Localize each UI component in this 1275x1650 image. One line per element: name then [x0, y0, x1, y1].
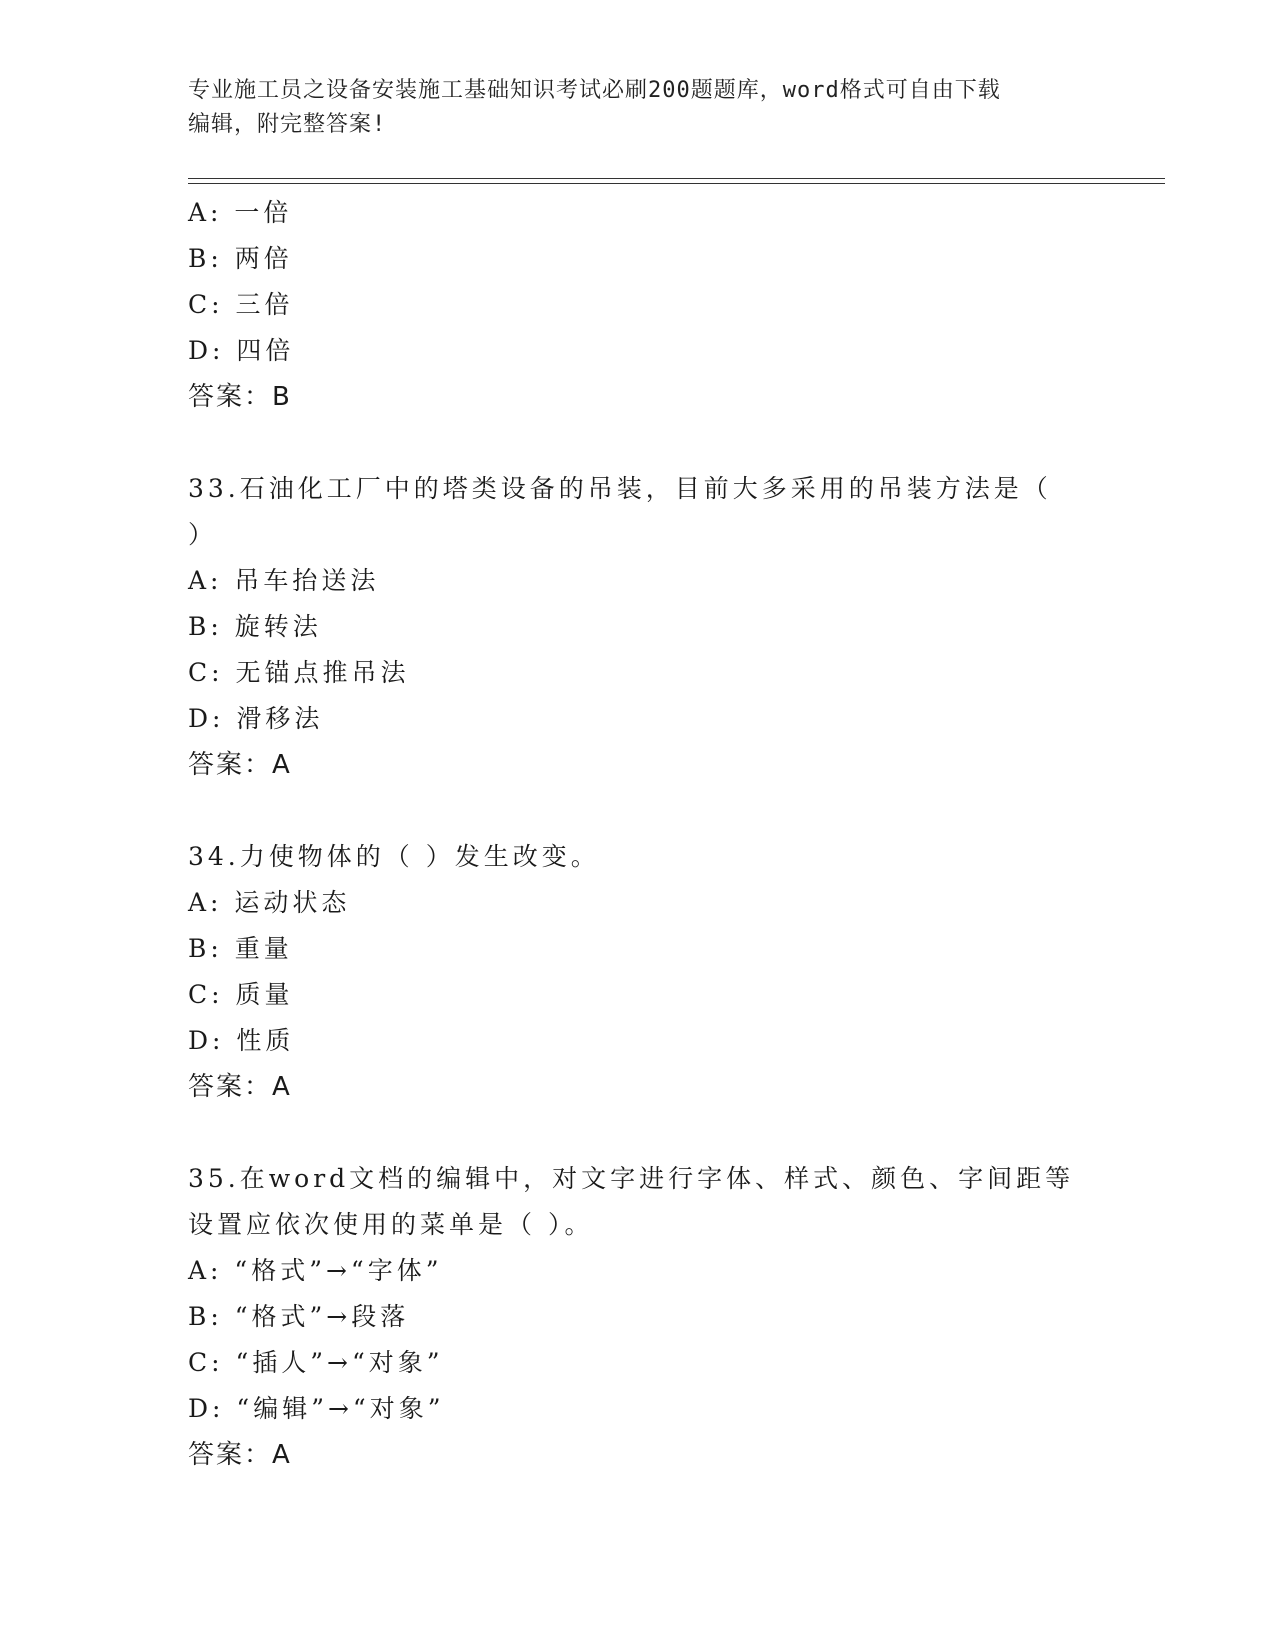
option-b: B: 两倍 [188, 244, 293, 273]
spacer [188, 1110, 1088, 1156]
question-32 [188, 190, 1088, 420]
answer-line: 答案：A [188, 1072, 292, 1102]
option-d: D: “编辑”→“对象” [188, 1394, 445, 1423]
spacer [188, 420, 1088, 466]
option-b: B: “格式”→段落 [188, 1302, 410, 1331]
header-line-2: 编辑，附完整答案! [188, 112, 387, 137]
answer-line: 答案：B [188, 382, 292, 412]
option-a: A: 吊车抬送法 [188, 566, 380, 595]
option-a: A: 运动状态 [188, 888, 351, 917]
document-header [188, 74, 1088, 142]
question-text-line-1: 33.石油化工厂中的塔类设备的吊装，目前大多采用的吊装方法是（ [188, 474, 1052, 503]
option-a: A: 一倍 [188, 198, 293, 227]
question-33 [188, 466, 1088, 788]
option-d: D: 四倍 [188, 336, 295, 365]
header-line-1: 专业施工员之设备安装施工基础知识考试必刷200题题库，word格式可自由下载 [188, 78, 1001, 103]
option-c: C: 质量 [188, 980, 294, 1009]
option-d: D: 滑移法 [188, 704, 324, 733]
spacer [188, 788, 1088, 834]
option-c: C: 无锚点推吊法 [188, 658, 410, 687]
option-d: D: 性质 [188, 1026, 295, 1055]
option-a: A: “格式”→“字体” [188, 1256, 443, 1285]
question-list [188, 190, 1088, 1478]
header-rule-bottom [188, 183, 1165, 184]
header-rule-top [188, 178, 1165, 179]
question-text-line-2: ） [188, 520, 218, 549]
option-b: B: 旋转法 [188, 612, 322, 641]
answer-line: 答案：A [188, 1440, 292, 1470]
answer-line: 答案：A [188, 750, 292, 780]
question-text-line-2: 设置应依次使用的菜单是（ ）。 [188, 1210, 594, 1239]
question-34 [188, 834, 1088, 1110]
question-text-line-1: 35.在word文档的编辑中，对文字进行字体、样式、颜色、字间距等 [188, 1164, 1075, 1193]
option-c: C: “插人”→“对象” [188, 1348, 444, 1377]
question-35 [188, 1156, 1088, 1478]
option-b: B: 重量 [188, 934, 293, 963]
question-text-line-1: 34.力使物体的（ ）发生改变。 [188, 842, 600, 871]
option-c: C: 三倍 [188, 290, 294, 319]
